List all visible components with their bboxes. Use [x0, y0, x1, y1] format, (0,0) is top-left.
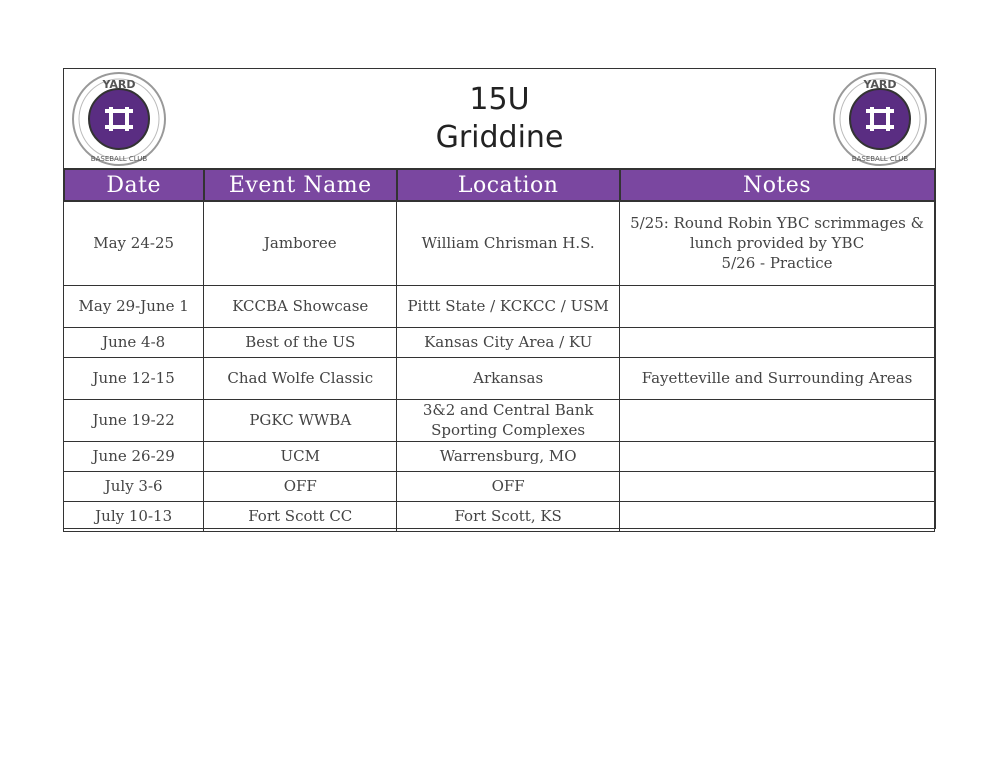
- cell-notes: [620, 501, 935, 531]
- cell-date: June 19-22: [64, 399, 204, 441]
- cell-event-name: Jamboree: [204, 201, 397, 285]
- cell-location: Arkansas: [397, 357, 620, 399]
- cell-notes: [620, 357, 935, 399]
- cell-location: William Chrisman H.S.: [397, 201, 620, 285]
- cell-location: Kansas City Area / KU: [397, 327, 620, 357]
- cell-event-name: Best of the US: [204, 327, 397, 357]
- cell-location: Pittt State / KCKCC / USM: [397, 285, 620, 327]
- cell-location: Fort Scott, KS: [397, 501, 620, 531]
- svg-text:BASEBALL CLUB: BASEBALL CLUB: [851, 155, 909, 163]
- schedule-sheet: [63, 68, 936, 529]
- cell-notes: [620, 399, 935, 441]
- table-row: [64, 327, 935, 357]
- cell-event-name: UCM: [204, 441, 397, 471]
- cell-notes: [620, 285, 935, 327]
- title-line-2: Griddine: [435, 120, 564, 155]
- yard-baseball-club-logo: [828, 71, 932, 167]
- svg-text:YARD: YARD: [863, 78, 897, 91]
- note-line: Fayetteville and Surrounding Areas: [641, 369, 913, 387]
- cell-date: June 26-29: [64, 441, 204, 471]
- table-row: [64, 441, 935, 471]
- cell-event-name: Chad Wolfe Classic: [204, 357, 397, 399]
- column-header-notes: Notes: [620, 169, 935, 201]
- table-row: [64, 399, 935, 441]
- note-line: 5/25: Round Robin YBC scrimmages & lunch provided by YBC: [630, 214, 924, 253]
- title-line-1: 15U: [469, 82, 530, 117]
- column-header-location: Location: [397, 169, 620, 201]
- cell-date: June 4-8: [64, 327, 204, 357]
- table-row: [64, 501, 935, 531]
- cell-date: May 29-June 1: [64, 285, 204, 327]
- table-row: [64, 357, 935, 399]
- cell-event-name: PGKC WWBA: [204, 399, 397, 441]
- svg-text:YARD: YARD: [102, 78, 136, 91]
- table-row: [64, 471, 935, 501]
- note-line: 5/26 - Practice: [721, 254, 833, 273]
- cell-location: 3&2 and Central Bank Sporting Complexes: [397, 399, 620, 441]
- page-title: [64, 81, 935, 157]
- svg-text:BASEBALL CLUB: BASEBALL CLUB: [90, 155, 148, 163]
- cell-event-name: OFF: [204, 471, 397, 501]
- cell-event-name: KCCBA Showcase: [204, 285, 397, 327]
- cell-date: July 3-6: [64, 471, 204, 501]
- cell-notes: [620, 471, 935, 501]
- cell-date: June 12-15: [64, 357, 204, 399]
- table-row: [64, 201, 935, 285]
- cell-notes: [620, 201, 935, 285]
- table-row: [64, 285, 935, 327]
- column-header-date: Date: [64, 169, 204, 201]
- table-header-row: [64, 169, 935, 201]
- cell-location: OFF: [397, 471, 620, 501]
- cell-location: Warrensburg, MO: [397, 441, 620, 471]
- cell-notes: [620, 327, 935, 357]
- header: [64, 69, 935, 169]
- cell-notes: [620, 441, 935, 471]
- schedule-table: [63, 168, 936, 532]
- cell-date: May 24-25: [64, 201, 204, 285]
- cell-event-name: Fort Scott CC: [204, 501, 397, 531]
- column-header-event-name: Event Name: [204, 169, 397, 201]
- cell-date: July 10-13: [64, 501, 204, 531]
